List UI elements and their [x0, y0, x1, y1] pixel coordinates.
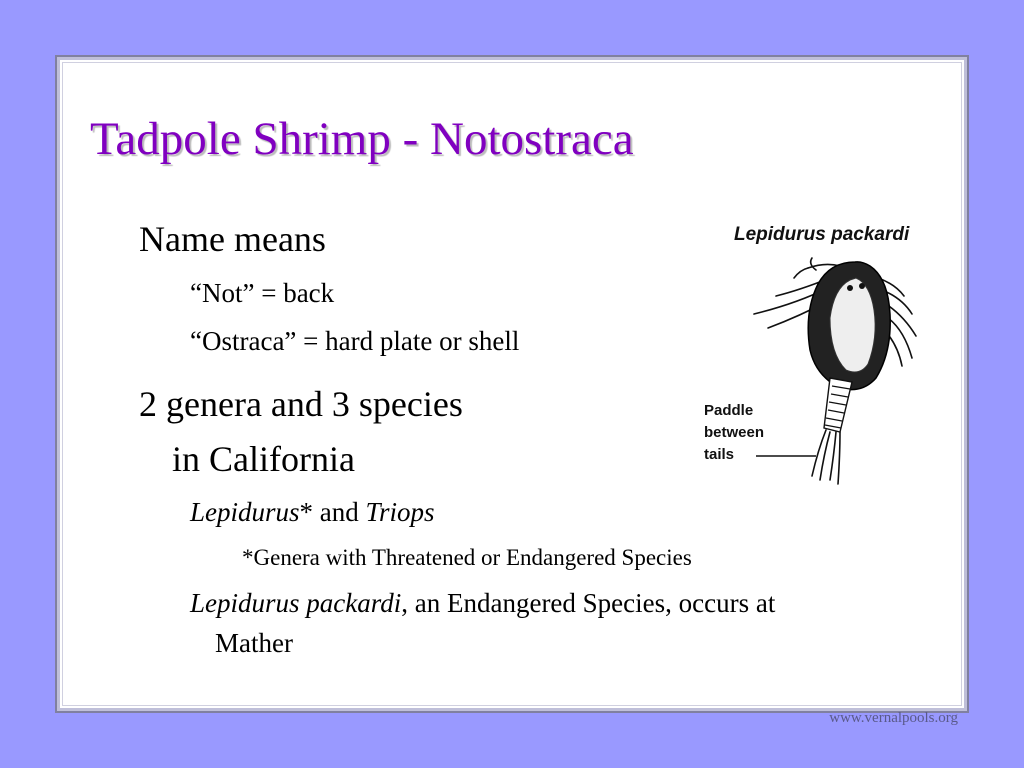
- bullet-species: [190, 588, 775, 619]
- figure-label-paddle: Paddle: [704, 402, 754, 419]
- figure-label-tails: tails: [704, 446, 735, 463]
- bullet-genera-line2: in California: [172, 439, 355, 479]
- bullet-genera-names: [190, 497, 435, 528]
- bullet-name-means: Name means: [139, 219, 326, 259]
- figure-caption: Lepidurus packardi: [734, 224, 910, 245]
- footer-url: www.vernalpools.org: [829, 710, 958, 726]
- bullet-ostraca: “Ostraca” = hard plate or shell: [190, 326, 520, 356]
- footnote-endangered: *Genera with Threatened or Endangered Species: [242, 545, 692, 570]
- genus-lepidurus: Lepidurus: [190, 497, 300, 527]
- bullet-genera-line1: 2 genera and 3 species: [139, 384, 463, 424]
- species-rest: , an Endangered Species, occurs at: [401, 588, 776, 618]
- slide-title: Tadpole Shrimp - Notostraca: [90, 113, 634, 165]
- genus-and: and: [313, 497, 366, 527]
- figure-label-between: between: [704, 424, 765, 441]
- bullet-not-back: “Not” = back: [190, 278, 335, 308]
- genus-triops: Triops: [365, 497, 435, 527]
- genus-asterisk: *: [299, 497, 314, 527]
- species-name: Lepidurus packardi: [190, 588, 402, 618]
- bullet-species-line2: Mather: [215, 628, 293, 658]
